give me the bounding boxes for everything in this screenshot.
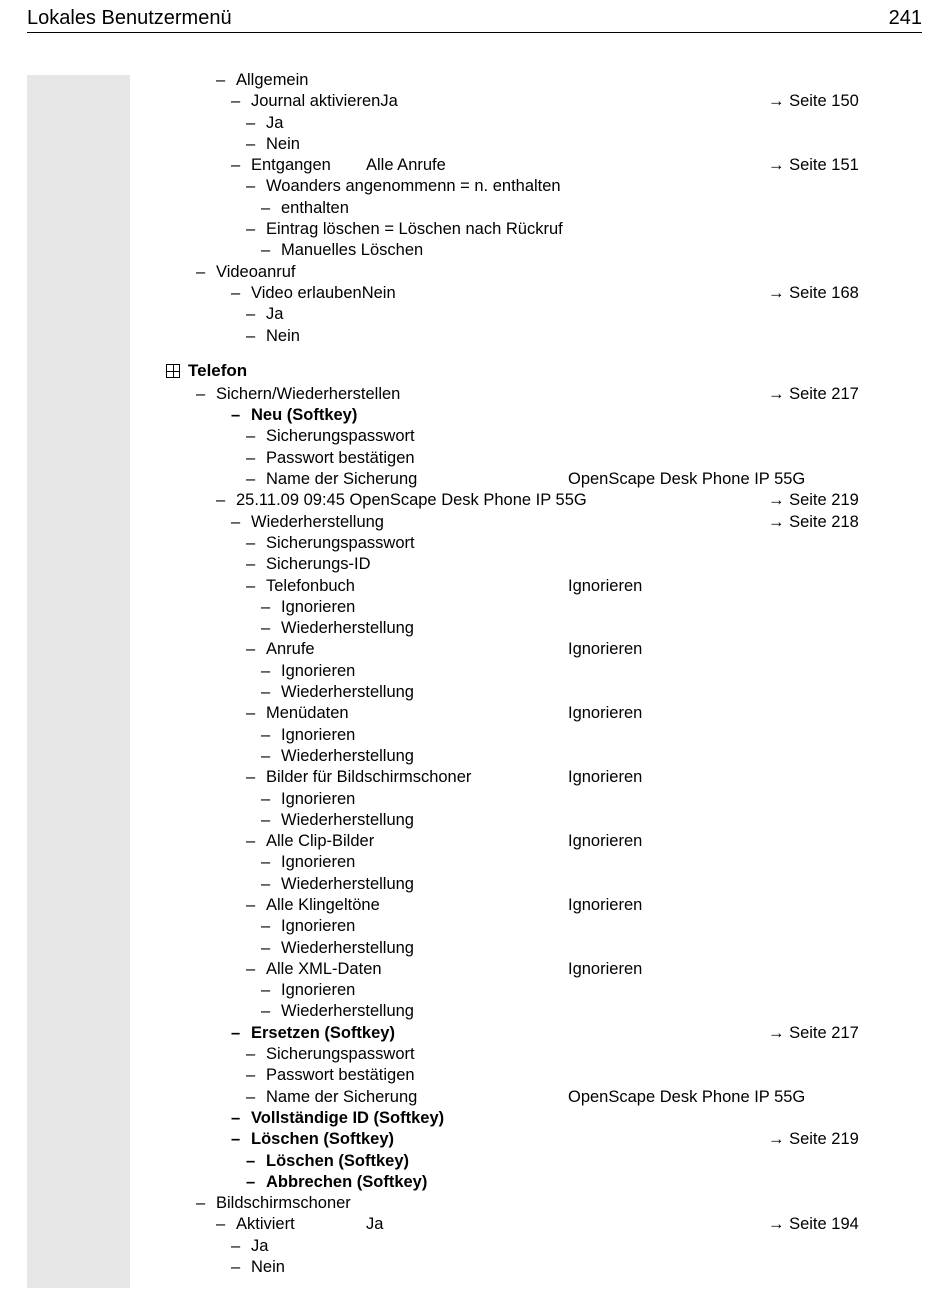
menu-item-text: Eintrag löschen = Löschen nach Rückruf bbox=[266, 220, 563, 239]
menu-item-label bbox=[261, 725, 355, 746]
menu-item-label bbox=[246, 831, 374, 852]
dash-bullet: – bbox=[246, 959, 256, 978]
menu-item-text: Wiederherstellung bbox=[251, 512, 384, 531]
menu-item-label bbox=[246, 533, 415, 554]
menu-item-label bbox=[261, 661, 355, 682]
menu-item-value: OpenScape Desk Phone IP 55G bbox=[568, 470, 806, 489]
menu-row bbox=[0, 767, 950, 788]
menu-item-label bbox=[261, 874, 414, 895]
menu-item-text: Ersetzen (Softkey) bbox=[251, 1023, 395, 1042]
menu-item-text: Ja bbox=[266, 305, 284, 324]
dash-bullet: – bbox=[261, 198, 271, 217]
dash-bullet: – bbox=[261, 1002, 271, 1021]
dash-bullet: – bbox=[246, 113, 256, 132]
menu-item-default-value: Ja bbox=[366, 1215, 384, 1234]
menu-row bbox=[0, 1257, 950, 1278]
menu-item-text: Allgemein bbox=[236, 71, 309, 89]
menu-row bbox=[0, 1044, 950, 1065]
menu-item-text: 25.11.09 09:45 OpenScape Desk Phone IP 55G bbox=[236, 491, 587, 510]
dash-bullet: – bbox=[246, 326, 256, 345]
dash-bullet: – bbox=[261, 725, 271, 744]
menu-item-text: Bildschirmschoner bbox=[216, 1194, 351, 1213]
menu-item-text: enthalten bbox=[281, 198, 349, 217]
menu-item-label bbox=[261, 1001, 414, 1022]
menu-row bbox=[0, 1001, 950, 1022]
menu-item-value: Ignorieren bbox=[568, 832, 643, 851]
menu-row bbox=[0, 512, 950, 533]
dash-bullet: – bbox=[261, 938, 271, 957]
menu-item-text: Alle XML-Daten bbox=[266, 959, 382, 978]
menu-item-label bbox=[246, 554, 371, 575]
dash-bullet: – bbox=[196, 384, 206, 403]
menu-item-text: Name der Sicherung bbox=[266, 470, 418, 489]
menu-item-text: Abbrechen (Softkey) bbox=[266, 1172, 428, 1191]
menu-item-text: Video erlauben bbox=[251, 283, 362, 302]
menu-item-label bbox=[261, 682, 414, 703]
menu-tree-part-1 bbox=[0, 70, 950, 347]
dash-bullet: – bbox=[231, 406, 241, 425]
menu-row bbox=[0, 405, 950, 426]
dash-bullet: – bbox=[246, 1172, 256, 1191]
dash-bullet: – bbox=[246, 1087, 256, 1106]
dash-bullet: – bbox=[246, 704, 256, 723]
menu-row bbox=[0, 533, 950, 554]
dash-bullet: – bbox=[231, 1236, 241, 1255]
menu-item-label bbox=[246, 1065, 415, 1086]
menu-row bbox=[0, 304, 950, 325]
menu-item-label bbox=[231, 91, 398, 112]
dash-bullet: – bbox=[261, 853, 271, 872]
dash-bullet: – bbox=[246, 177, 256, 196]
menu-row bbox=[0, 725, 950, 746]
dash-bullet: – bbox=[246, 427, 256, 446]
menu-item-label bbox=[246, 1087, 417, 1108]
menu-item-label bbox=[246, 767, 471, 788]
menu-item-default-value: Nein bbox=[361, 283, 396, 302]
page-reference-link: → Seite 219 bbox=[768, 491, 859, 510]
menu-row bbox=[0, 746, 950, 767]
dash-bullet: – bbox=[231, 1258, 241, 1277]
menu-row bbox=[0, 1236, 950, 1257]
menu-item-value: Ignorieren bbox=[568, 768, 643, 787]
menu-item-text: Telefonbuch bbox=[266, 576, 355, 595]
menu-item-label bbox=[216, 1214, 295, 1235]
menu-row bbox=[0, 576, 950, 597]
menu-row bbox=[0, 938, 950, 959]
menu-item-text: Ignorieren bbox=[281, 981, 356, 1000]
menu-item-label bbox=[261, 852, 355, 873]
dash-bullet: – bbox=[216, 491, 226, 510]
menu-item-text: Wiederherstellung bbox=[281, 810, 414, 829]
menu-item-text: Nein bbox=[266, 326, 300, 345]
menu-row bbox=[0, 448, 950, 469]
dash-bullet: – bbox=[231, 283, 241, 302]
menu-row bbox=[0, 91, 950, 112]
menu-tree bbox=[0, 70, 950, 1278]
menu-row bbox=[0, 134, 950, 155]
menu-item-text: Videoanruf bbox=[216, 262, 296, 281]
menu-item-text: Wiederherstellung bbox=[281, 683, 414, 702]
dash-bullet: – bbox=[246, 576, 256, 595]
page-reference-link: → Seite 151 bbox=[768, 156, 859, 175]
menu-item-text: Sicherungspasswort bbox=[266, 533, 415, 552]
dash-bullet: – bbox=[231, 156, 241, 175]
dash-bullet: – bbox=[261, 683, 271, 702]
dash-bullet: – bbox=[196, 262, 206, 281]
dash-bullet: – bbox=[216, 71, 226, 89]
dash-bullet: – bbox=[246, 1151, 256, 1170]
dash-bullet: – bbox=[261, 661, 271, 680]
menu-item-text: Menüdaten bbox=[266, 704, 349, 723]
menu-item-label bbox=[231, 1257, 285, 1278]
menu-item-label bbox=[261, 198, 349, 219]
menu-item-text: Sicherungspasswort bbox=[266, 1045, 415, 1064]
menu-item-label bbox=[231, 283, 396, 304]
menu-item-label bbox=[261, 916, 355, 937]
dash-bullet: – bbox=[246, 448, 256, 467]
menu-row bbox=[0, 1214, 950, 1235]
menu-item-text: Sicherungspasswort bbox=[266, 427, 415, 446]
menu-row bbox=[0, 176, 950, 197]
menu-item-text: Vollständige ID (Softkey) bbox=[251, 1108, 445, 1127]
menu-row bbox=[0, 113, 950, 134]
menu-item-label bbox=[246, 326, 300, 347]
menu-item-default-value: Ja bbox=[380, 92, 398, 111]
page-reference-link: → Seite 217 bbox=[768, 384, 859, 403]
menu-item-label bbox=[246, 176, 561, 197]
menu-item-text: Passwort bestätigen bbox=[266, 1066, 415, 1085]
menu-row bbox=[0, 326, 950, 347]
menu-item-label bbox=[246, 959, 382, 980]
menu-item-value: Ignorieren bbox=[568, 640, 643, 659]
menu-row bbox=[0, 469, 950, 490]
menu-item-text: Nein bbox=[251, 1258, 285, 1277]
menu-item-label bbox=[231, 1236, 268, 1257]
menu-row bbox=[0, 639, 950, 660]
dash-bullet: – bbox=[246, 640, 256, 659]
dash-bullet: – bbox=[246, 832, 256, 851]
menu-item-text: Alle Clip-Bilder bbox=[266, 832, 375, 851]
dash-bullet: – bbox=[246, 305, 256, 324]
menu-row bbox=[0, 490, 950, 511]
menu-item-label bbox=[196, 384, 400, 405]
menu-item-label bbox=[261, 746, 414, 767]
dash-bullet: – bbox=[261, 619, 271, 638]
dash-bullet: – bbox=[246, 1066, 256, 1085]
menu-item-text: Löschen (Softkey) bbox=[251, 1130, 395, 1149]
dash-bullet: – bbox=[246, 220, 256, 239]
menu-row bbox=[0, 618, 950, 639]
dash-bullet: – bbox=[231, 92, 241, 111]
menu-item-text: Woanders angenommenn = n. enthalten bbox=[266, 177, 561, 196]
menu-item-text: Anrufe bbox=[266, 640, 315, 659]
menu-item-text: Bilder für Bildschirmschoner bbox=[266, 768, 472, 787]
page-number: 241 bbox=[888, 7, 922, 29]
dash-bullet: – bbox=[246, 895, 256, 914]
menu-item-text: Ignorieren bbox=[281, 853, 356, 872]
dash-bullet: – bbox=[196, 1194, 206, 1213]
menu-row bbox=[0, 283, 950, 304]
menu-item-label bbox=[246, 469, 417, 490]
menu-row bbox=[0, 789, 950, 810]
menu-item-label bbox=[231, 1023, 395, 1044]
menu-item-label bbox=[196, 262, 296, 283]
section-title: Telefon bbox=[188, 360, 248, 380]
menu-item-text: Manuelles Löschen bbox=[281, 241, 424, 260]
page-reference-link: → Seite 218 bbox=[768, 512, 859, 531]
menu-item-text: Ignorieren bbox=[281, 789, 356, 808]
menu-item-label bbox=[231, 155, 331, 176]
menu-row bbox=[0, 682, 950, 703]
menu-row bbox=[0, 852, 950, 873]
menu-item-label bbox=[216, 490, 587, 511]
menu-item-value: Ignorieren bbox=[568, 959, 643, 978]
menu-item-text: Aktiviert bbox=[236, 1215, 295, 1234]
menu-row bbox=[0, 874, 950, 895]
menu-item-text: Wiederherstellung bbox=[281, 874, 414, 893]
menu-row bbox=[0, 703, 950, 724]
page-header bbox=[27, 6, 922, 33]
dash-bullet: – bbox=[231, 1108, 241, 1127]
menu-row bbox=[0, 240, 950, 261]
menu-row bbox=[0, 1129, 950, 1150]
dash-bullet: – bbox=[246, 1045, 256, 1064]
menu-row bbox=[0, 426, 950, 447]
menu-item-label bbox=[246, 639, 315, 660]
menu-item-label bbox=[261, 240, 423, 261]
page-reference-link: → Seite 194 bbox=[768, 1215, 859, 1234]
menu-row bbox=[0, 1023, 950, 1044]
dash-bullet: – bbox=[246, 134, 256, 153]
menu-item-text: Ja bbox=[266, 113, 284, 132]
menu-item-label bbox=[231, 512, 384, 533]
menu-row bbox=[0, 554, 950, 575]
menu-row bbox=[0, 384, 950, 405]
menu-item-label bbox=[246, 113, 283, 134]
menu-item-label bbox=[231, 1129, 394, 1150]
menu-item-text: Ignorieren bbox=[281, 725, 356, 744]
menu-item-label bbox=[261, 810, 414, 831]
menu-item-label bbox=[246, 576, 355, 597]
menu-row bbox=[0, 1193, 950, 1214]
menu-item-text: Neu (Softkey) bbox=[251, 406, 358, 425]
menu-row bbox=[0, 219, 950, 240]
menu-item-label bbox=[246, 1044, 415, 1065]
menu-item-value: Ignorieren bbox=[568, 704, 643, 723]
menu-item-text: Passwort bestätigen bbox=[266, 448, 415, 467]
menu-row bbox=[0, 1065, 950, 1086]
dash-bullet: – bbox=[246, 555, 256, 574]
menu-item-label bbox=[246, 448, 415, 469]
menu-item-label bbox=[261, 938, 414, 959]
menu-row bbox=[0, 1172, 950, 1193]
menu-item-text: Ignorieren bbox=[281, 917, 356, 936]
menu-item-text: Name der Sicherung bbox=[266, 1087, 418, 1106]
dash-bullet: – bbox=[246, 533, 256, 552]
menu-row bbox=[0, 895, 950, 916]
dash-bullet: – bbox=[246, 470, 256, 489]
dash-bullet: – bbox=[261, 789, 271, 808]
menu-item-label bbox=[216, 70, 308, 91]
menu-row bbox=[0, 70, 950, 91]
dash-bullet: – bbox=[261, 917, 271, 936]
menu-row bbox=[0, 1087, 950, 1108]
menu-item-text: Journal aktivieren bbox=[251, 92, 381, 111]
menu-item-label bbox=[231, 1108, 444, 1129]
dash-bullet: – bbox=[231, 1023, 241, 1042]
menu-item-value: Ignorieren bbox=[568, 895, 643, 914]
menu-tree-part-2 bbox=[0, 384, 950, 1278]
page-reference-link: → Seite 150 bbox=[768, 92, 859, 111]
menu-item-default-value: Alle Anrufe bbox=[366, 156, 446, 175]
dash-bullet: – bbox=[261, 746, 271, 765]
menu-item-label bbox=[246, 304, 283, 325]
menu-item-label bbox=[246, 134, 300, 155]
dash-bullet: – bbox=[261, 810, 271, 829]
page-reference-link: → Seite 168 bbox=[768, 283, 859, 302]
menu-row bbox=[0, 959, 950, 980]
menu-item-value: Ignorieren bbox=[568, 576, 643, 595]
menu-item-text: Sichern/Wiederherstellen bbox=[216, 384, 401, 403]
section-heading bbox=[0, 358, 950, 384]
menu-row bbox=[0, 1151, 950, 1172]
menu-row bbox=[0, 597, 950, 618]
menu-item-text: Löschen (Softkey) bbox=[266, 1151, 410, 1170]
dash-bullet: – bbox=[261, 874, 271, 893]
menu-item-text: Sicherungs-ID bbox=[266, 555, 371, 574]
menu-row bbox=[0, 1108, 950, 1129]
menu-item-text: Entgangen bbox=[251, 156, 331, 175]
dash-bullet: – bbox=[261, 241, 271, 260]
dash-bullet: – bbox=[216, 1215, 226, 1234]
menu-item-label bbox=[246, 219, 563, 240]
menu-item-label bbox=[231, 405, 357, 426]
menu-item-text: Ignorieren bbox=[281, 597, 356, 616]
menu-item-label bbox=[246, 703, 349, 724]
menu-item-text: Wiederherstellung bbox=[281, 746, 414, 765]
dash-bullet: – bbox=[261, 981, 271, 1000]
menu-item-value: OpenScape Desk Phone IP 55G bbox=[568, 1087, 806, 1106]
menu-item-label bbox=[246, 895, 380, 916]
menu-item-text: Alle Klingeltöne bbox=[266, 895, 380, 914]
page-reference-link: → Seite 217 bbox=[768, 1023, 859, 1042]
dash-bullet: – bbox=[246, 768, 256, 787]
menu-row bbox=[0, 831, 950, 852]
menu-row bbox=[0, 980, 950, 1001]
menu-row bbox=[0, 810, 950, 831]
header-title: Lokales Benutzermenü bbox=[27, 7, 232, 29]
dash-bullet: – bbox=[231, 1130, 241, 1149]
menu-item-label bbox=[261, 618, 414, 639]
menu-row bbox=[0, 661, 950, 682]
menu-item-text: Ja bbox=[251, 1236, 269, 1255]
menu-item-label bbox=[246, 1151, 409, 1172]
menu-item-text: Ignorieren bbox=[281, 661, 356, 680]
page-reference-link: → Seite 219 bbox=[768, 1130, 859, 1149]
menu-row bbox=[0, 262, 950, 283]
menu-row bbox=[0, 198, 950, 219]
menu-item-label bbox=[261, 597, 355, 618]
menu-item-text: Wiederherstellung bbox=[281, 1002, 414, 1021]
menu-item-label bbox=[196, 1193, 351, 1214]
dash-bullet: – bbox=[261, 597, 271, 616]
expand-box-icon bbox=[166, 364, 180, 378]
menu-row bbox=[0, 916, 950, 937]
menu-item-label bbox=[246, 1172, 427, 1193]
dash-bullet: – bbox=[231, 512, 241, 531]
menu-row bbox=[0, 155, 950, 176]
menu-item-text: Wiederherstellung bbox=[281, 938, 414, 957]
menu-item-label bbox=[261, 789, 355, 810]
menu-item-label bbox=[261, 980, 355, 1001]
menu-item-label bbox=[246, 426, 415, 447]
menu-item-text: Nein bbox=[266, 134, 300, 153]
menu-item-text: Wiederherstellung bbox=[281, 619, 414, 638]
